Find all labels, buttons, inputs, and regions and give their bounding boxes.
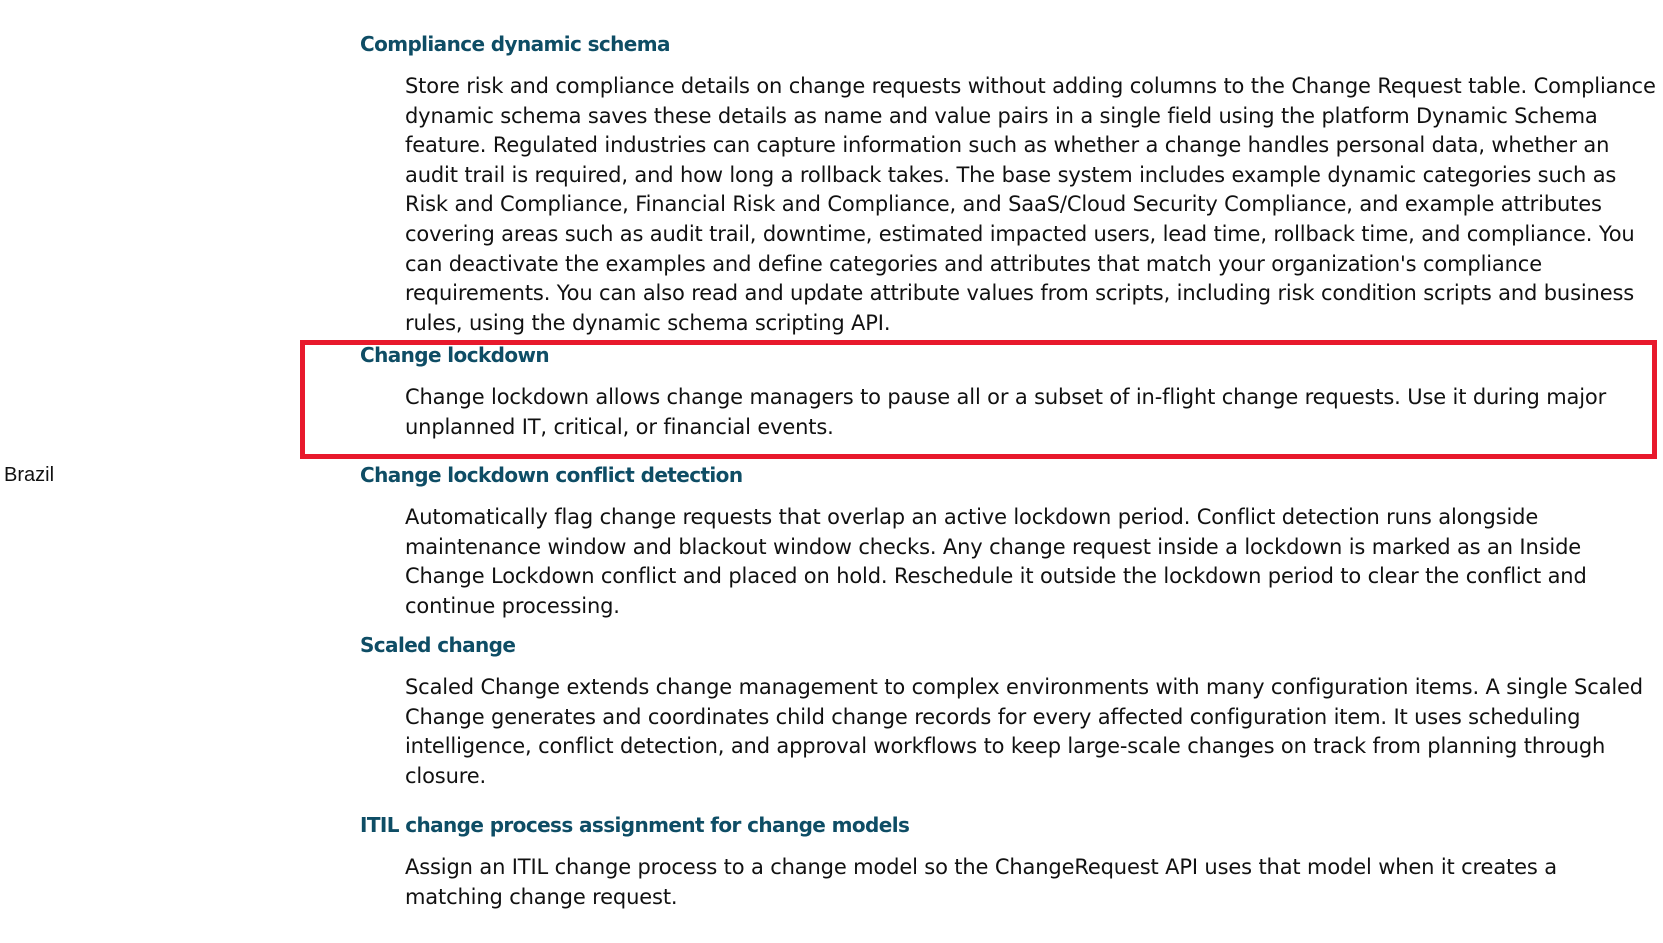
section-change-lockdown: [360, 341, 1660, 461]
side-label: Brazil: [4, 464, 55, 486]
section-body: Automatically flag change requests that overlap an active lockdown period. Conflict detection runs alongside maintenance window and blackout window checks. Any change request inside a lockdown is marked as an Inside Change Lockdown conflict and placed on hold. Reschedule it outside the lockdown period to clear the conflict and continue processing.: [405, 505, 1587, 618]
section-body: Assign an ITIL change process to a change model so the ChangeRequest API uses that model when it creates a matching change request.: [405, 855, 1557, 909]
section-heading: Scaled change: [360, 633, 516, 657]
release-notes-content: [360, 30, 1660, 921]
section-heading: Change lockdown: [360, 343, 550, 367]
section-body: Store risk and compliance details on change requests without adding columns to the Change Request table. Compliance dynamic schema saves these details as name and value pairs in a single field using the platform Dynamic Schema feature. Regulated industries can capture information such as whether a change handles personal data, whether an audit trail is required, and how long a rollback takes. The base system includes example dynamic categories such as Risk and Compliance, Financial Risk and Compliance, and SaaS/Cloud Security Compliance, and example attributes covering areas such as audit trail, downtime, estimated impacted users, lead time, rollback time, and compliance. You can deactivate the examples and define categories and attributes that match your organization's compliance requirements. You can also read and update attribute values from scripts, including risk condition scripts and business rules, using the dynamic schema scripting API.: [405, 74, 1656, 335]
section-heading: Change lockdown conflict detection: [360, 463, 743, 487]
section-scaled-change: [360, 631, 1660, 811]
section-itil-change-process-assignment: [360, 811, 1660, 921]
section-body: Scaled Change extends change management to complex environments with many configuration items. A single Scaled Change generates and coordinates child change records for every affected configuration item. It uses scheduling intelligence, conflict detection, and approval workflows to keep large-scale changes on track from planning through closure.: [405, 675, 1643, 788]
section-body: Change lockdown allows change managers to pause all or a subset of in-flight change requests. Use it during major unplanned IT, critical, or financial events.: [405, 385, 1607, 439]
section-heading: ITIL change process assignment for change models: [360, 813, 910, 837]
section-change-lockdown-conflict-detection: [360, 461, 1660, 631]
section-compliance-dynamic-schema: [360, 30, 1660, 341]
section-heading: Compliance dynamic schema: [360, 32, 670, 56]
